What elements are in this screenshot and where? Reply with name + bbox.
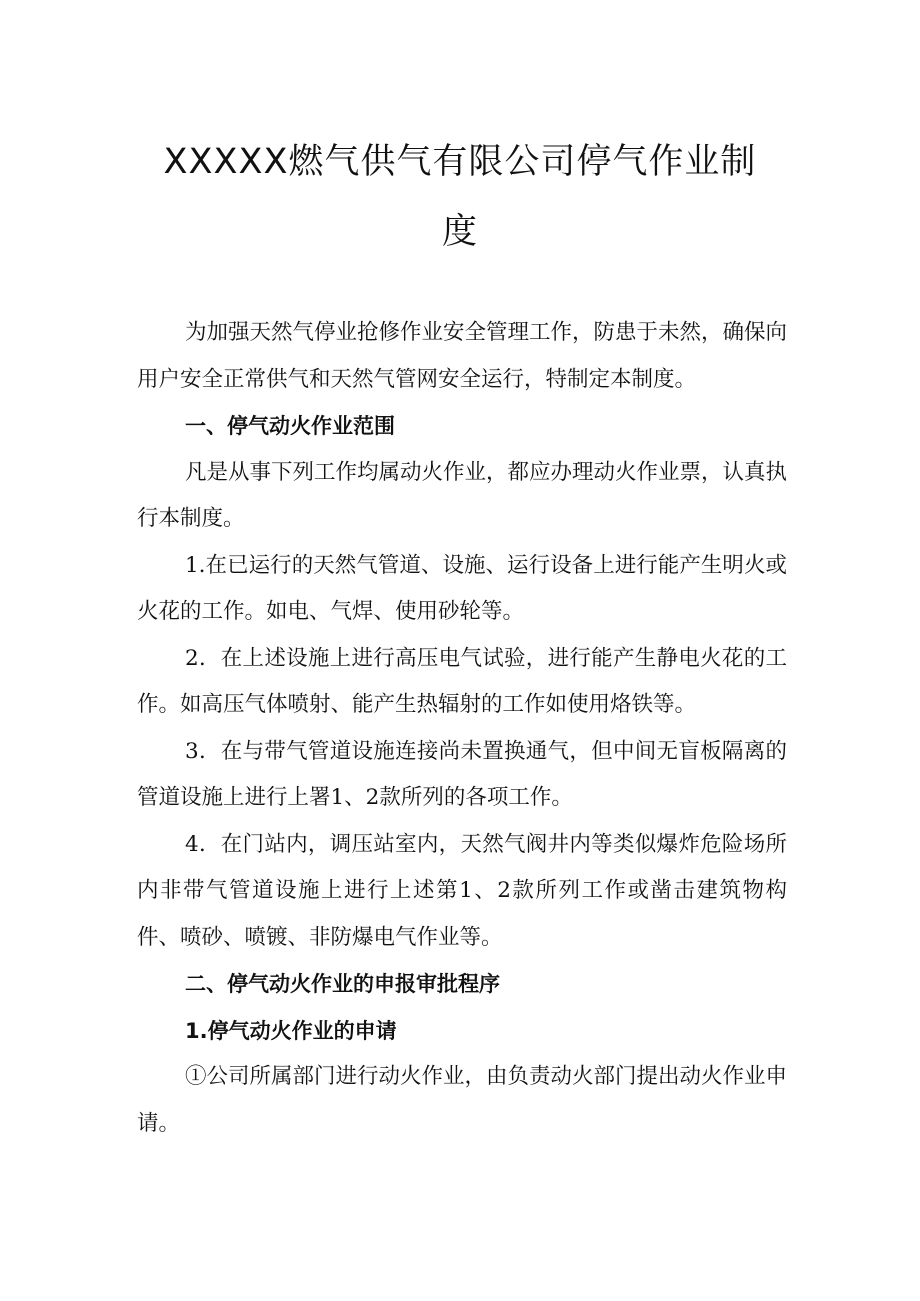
list-item-4: 4．在门站内，调压站室内，天然气阀井内等类似爆炸危险场所内非带气管道设施上进行上述第1、2款所列工作或凿击建筑物构件、喷砂、喷镀、非防爆电气作业等。 bbox=[137, 831, 787, 950]
section-1-intro: 凡是从事下列工作均属动火作业，都应办理动火作业票，认真执行本制度。 bbox=[137, 459, 788, 531]
list-item-2: 2．在上述设施上进行高压电气试验，进行能产生静电火花的工作。如高压气体喷射、能产生热辐射的工作如使用烙铁等。 bbox=[137, 645, 787, 717]
list-item-1: 1.在已运行的天然气管道、设施、运行设备上进行能产生明火或火花的工作。如电、气焊、使用砂轮等。 bbox=[137, 552, 787, 624]
document-title-line-2: 度 bbox=[441, 212, 478, 252]
subsection-1-item-1: ①公司所属部门进行动火作业，由负责动火部门提出动火作业申请。 bbox=[137, 1064, 788, 1136]
section-1-heading: 一、停气动火作业范围 bbox=[185, 414, 395, 438]
document-body bbox=[137, 310, 787, 1147]
section-2-heading: 二、停气动火作业的申报审批程序 bbox=[185, 972, 500, 996]
document-title-line-1: XXXXX燃气供气有限公司停气作业制 bbox=[163, 142, 757, 182]
list-item-3: 3．在与带气管道设施连接尚未置换通气，但中间无盲板隔离的管道设施上进行上署1、2款所列的各项工作。 bbox=[137, 738, 787, 810]
subsection-1-heading: 1.停气动火作业的申请 bbox=[185, 1018, 397, 1043]
intro-paragraph: 为加强天然气停业抢修作业安全管理工作，防患于未然，确保向用户安全正常供气和天然气管网安全运行，特制定本制度。 bbox=[137, 320, 788, 392]
